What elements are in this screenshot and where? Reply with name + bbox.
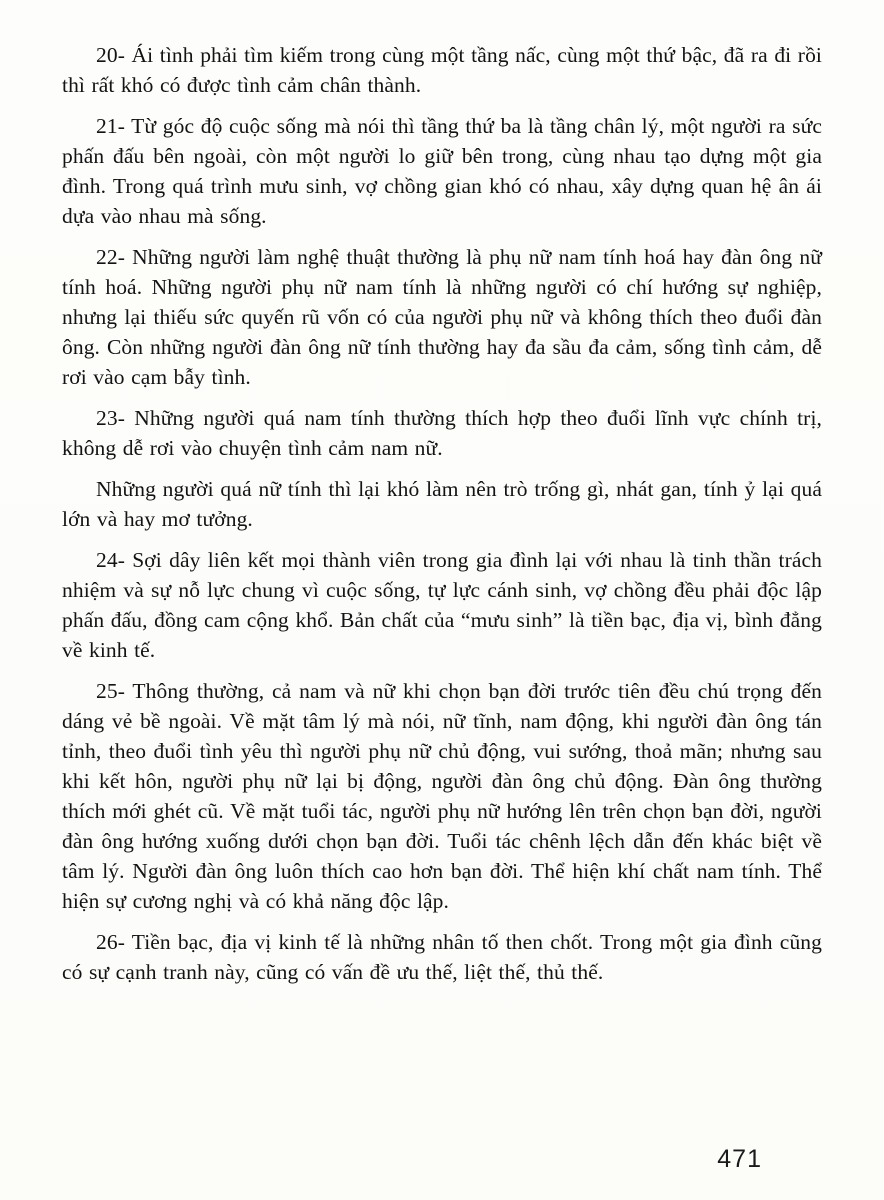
paragraph: 24- Sợi dây liên kết mọi thành viên trong gia đình lại với nhau là tinh thần trách nhiệm và sự nỗ lực chung vì cuộc sống, tự lực cánh sinh, vợ chồng đều phải độc lập phấn đấu, đồng cam cộng khổ. Bản chất của “mưu sinh” là tiền bạc, địa vị, bình đẳng về kinh tế.	[62, 548, 822, 662]
paragraph: 22- Những người làm nghệ thuật thường là phụ nữ nam tính hoá hay đàn ông nữ tính hoá. Những người phụ nữ nam tính là những người có chí hướng sự nghiệp, nhưng lại thiếu sức quyến rũ vốn có của người phụ nữ và không thích theo đuổi đàn ông. Còn những người đàn ông nữ tính thường hay đa sầu đa cảm, sống tình cảm, dễ rơi vào cạm bẫy tình.	[62, 245, 822, 389]
paragraph: 23- Những người quá nam tính thường thích hợp theo đuổi lĩnh vực chính trị, không dễ rơi vào chuyện tình cảm nam nữ.	[62, 406, 822, 460]
paragraph: Những người quá nữ tính thì lại khó làm nên trò trống gì, nhát gan, tính ỷ lại quá lớn và hay mơ tưởng.	[62, 477, 822, 531]
page-number: 471	[717, 1145, 762, 1173]
paragraph: 20- Ái tình phải tìm kiếm trong cùng một tầng nấc, cùng một thứ bậc, đã ra đi rồi thì rất khó có được tình cảm chân thành.	[62, 43, 822, 97]
paragraph: 26- Tiền bạc, địa vị kinh tế là những nhân tố then chốt. Trong một gia đình cũng có sự cạnh tranh này, cũng có vấn đề ưu thế, liệt thế, thủ thế.	[62, 930, 822, 984]
page-text-block	[62, 40, 822, 998]
paragraph: 21- Từ góc độ cuộc sống mà nói thì tầng thứ ba là tầng chân lý, một người ra sức phấn đấu bên ngoài, còn một người lo giữ bên trong, cùng nhau tạo dựng một gia đình. Trong quá trình mưu sinh, vợ chồng gian khó có nhau, xây dựng quan hệ ân ái dựa vào nhau mà sống.	[62, 114, 822, 228]
paragraph: 25- Thông thường, cả nam và nữ khi chọn bạn đời trước tiên đều chú trọng đến dáng vẻ bề ngoài. Về mặt tâm lý mà nói, nữ tĩnh, nam động, khi người đàn ông tán tỉnh, theo đuổi tình yêu thì người phụ nữ chủ động, vui sướng, thoả mãn; nhưng sau khi kết hôn, người phụ nữ lại bị động, người đàn ông chủ động. Đàn ông thường thích mới ghét cũ. Về mặt tuổi tác, người phụ nữ hướng lên trên chọn bạn đời, người đàn ông hướng xuống dưới chọn bạn đời. Tuổi tác chênh lệch dẫn đến khác biệt về tâm lý. Người đàn ông luôn thích cao hơn bạn đời. Thể hiện khí chất nam tính. Thể hiện sự cương nghị và có khả năng độc lập.	[62, 679, 822, 913]
